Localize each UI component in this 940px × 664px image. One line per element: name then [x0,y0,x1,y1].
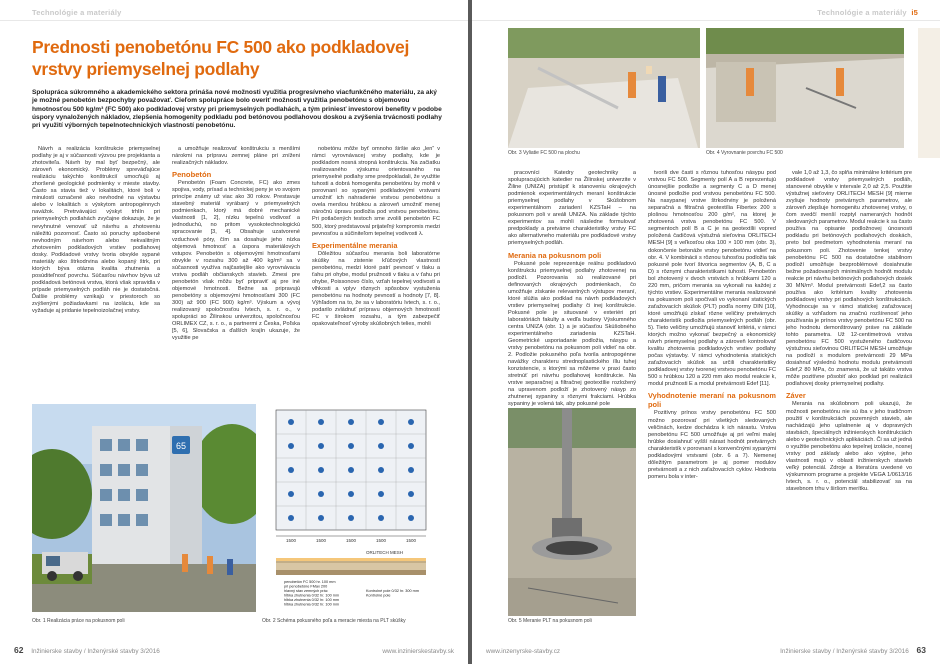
heading-conclusion: Záver [786,391,806,401]
header-rule-right [472,20,940,21]
dim-2: 1500 [315,538,327,543]
svg-text:65: 65 [175,441,187,451]
left-footer-web: www.inzinierskestavby.sk [382,648,454,655]
left-col3-text: nobetónu môže byť omnoho širšie ako „len“ v rámci vyrovnávacej vrstvy podlahy, kde je podkladom nosná stropná konštrukcia. Na začiatku realizovaného výskumu orientovaného na priemyselné podlahy sme predpokladali, že využitie tuhosti a dobrá homogenita penobetónu by mohli v porovnaní so sypanými podkladovými vrstvami umožniť ich nahradenie vrstvou penobetónu s ovela menšou hrúbkou a zároveň umožniť menej náročnú úpravu podložia pod vrstvou penobetónu. Pri potlačených testoch sme zvolili penobetón FC 500, ktorý predstavoval prijateľný kompromis medzi pevnosťou a súčiniteľom tepelnej vodivosti λ. [312,146,440,237]
photo-plt-drawing [508,408,636,616]
photo-levelling-drawing [706,28,904,148]
right-col1-text: pracovníci Katedry geotechniky a spolupracujúcich katedier na Žilinskej univerzite v Žiline (UNIZA) pristúpiť k stanoveniu okrajových podmienok experimentálnych meraní konštrukcie priemyselnej podlahy v Skúšobnom experimentálnom zariadení KZSTaH – na pokusnom poli v areáli UNIZA. Na základe týchto experimentov sa mohli následne formulovať predpoklady a pretvárne charakteristiky vrstvy FC ako alternatívneho materiálu pre podkladové vrstvy priemyselných podláh. [508,170,636,247]
right-column-2 [648,170,776,616]
caption-4: Obr. 4 Vyrovnanie povrchu FC 500 [706,150,783,156]
article-title: Prednosti penobetónu FC 500 ako podkladovej vrstvy priemyselnej podlahy [32,37,410,79]
legend-1: penobetón FC 500 hr. 100 mm [284,580,336,584]
heading-penobeton: Penobetón [172,170,212,180]
caption-5: Obr. 5 Meranie PLT na pokusnom poli [508,618,592,624]
legend-7: Kontrolné pole 0/32 hr. 300 mm [366,589,419,593]
left-col1-text: Návrh a realizácia konštrukcie priemyselnej podlahy je aj v súčasnosti výzvou pre projektanta a zhotoviteľa. Návrh by mal byť bezpečný, ale zároveň ekonomický. Problémy spreváďajúce realizáciu takýchto konštrukcií umocňujú aj zhoršené geologické podmienky v mieste stavby. Často sa stavia tiež v lokalitách, ktoré boli v minulosti označené ako nevhodné na výstavbu alebo v lokalitách s výskytom antropogénnych navážok. Pretrvávajúci výskyt trhlín pri priemyselných podlahách zvyčajne dokazuje, že je nevyhnutné venovať už návrhu a zhotoveniu náležitú pozornosť. Často sú poruchy spôsobené nevhodným návrhom alebo nekvalitným zhotovením podkladových vrstiev podlahovej dosky. Podkladové vrstvy tvoria obvykle sypané materiály ako štrkodrvina alebo kopaný štrk, pri ktorých býva otázna kvalita zhutnenia a posúditeľnosť povrchu. Súčasťou návrhov býva už podkladová betónová vrstva, ktorá však spravidla v prípade priemyselných podláh nie je dostatočná. Ďalšie problémy vznikajú v priestoroch so zvýšenými požiadavkami na izoláciu, kde sa vyžaduje aj pridanie tepelnoizolačnej vrstvy. [32,146,160,315]
legend-5: hĺbka zhutnenia 0/32 hr. 100 mm [284,598,340,602]
edge-strip [918,28,940,158]
legend-4: hĺbka zhutnenia 0/32 hr. 100 mm [284,593,340,598]
diagram-mesh-label: ORLITECH MESH [366,550,404,555]
left-header-section: Technológie a materiály [32,8,122,17]
right-col2-text: tvorili dve časti s rôznou tuhosťou násypu pod vrstvou FC 500. Segmenty polí A a B reprezentujú únosnejšie podložie a segmenty C a D menej únosné podložie pod vrstvou penobetónu FC 500. Na nasypanej vrstve štrkodrviny je položená separačná a filtračná geotextília Fibertex 200 s plošnou hmotnosťou 200 g/m², na ktorej je zhotovená vrstva penobetónu FC 500. V segmentoch polí B a C je na geotextílii vopred položená čadičová výstužná sieťovina ORLITECH MESH [9] s veľkosťou oka 100 × 100 mm (obr. 3), dokončenie betonáže vrstvy penobetónu vidieť na obr. 4. V kombinácii s rôznou tuhosťou podložia tak pokusné pole tvorí štvorica segmentov (A, B, C a D) s rôznymi charakteristikami tuhosti. Penobetón bol zhotovený v dvoch vrstvách s hrúbkami 120 a 220 mm, pričom merania sa vykonali na každej z týchto vrstiev. Experimentálne merania realizované na pokusnom poli spočívali vo vykonaní statických zaťažovacích skúšok (PLT) podľa normy DIN [10], ktoré umožňujú získať rôzne veličiny pretvárnych charakteristík podložia priemyselných podláh (obr. 5). Tieto veličiny umožňujú stanoviť kritériá, v rámci ktorých možno vykonať bezpečný a ekonomický návrh priemyselnej podlahy a zároveň kontrolovať kvalitu zhotovenia podkladových vrstiev podlahy počas výstavby. V rámci vyhodnotenia statických zaťažovacích skúšok sa určili charakteristiky podkladovej vrstvy tvorenej vrstvou penobetónu FC 500 s hrúbkou 120 a 220 mm ako modul reakcie k, modul pružnosti E a modul pretvárnosti Edef [11]. [648,170,776,388]
article-lead: Spolupráca súkromného a akademického sektora prináša nové možnosti využitia progresívneho viacfunkčného materiálu, za aký je možné penobetón bezpochyby považovať. Cieľom spolupráce bolo overiť možnosti využitia penobetónu s objemovou hmotnosťou 500 kg/m³ (FC 500) ako podkladovej vrstvy pri priemyselných podlahách, a tým priniesť investorovi benefity v podobe úspory vynaložených nákladov, zlepšenia homogenity podkladu pod betónovou podlahovou doskou a zvýšenia trvácnosti podlahy pri využití výborných tepelnotechnických vlastností penobetónu. [32,89,442,130]
left-column-1 [32,146,160,389]
photo-pouring-drawing [508,28,700,148]
right-column-1 [508,170,636,406]
photo-test-site-drawing [32,404,256,612]
left-footer-mag: Inžinierske stavby / Inženýrské stavby 3/2016 [31,648,160,655]
photo-test-site [32,404,256,612]
right-footer [780,645,926,655]
legend-2: pri penobetóne FMax 200 [284,584,328,589]
diagram-test-field [262,404,440,612]
photo-levelling [706,28,904,148]
legend-3: hlavný stav zemných prác [284,589,328,593]
legend-6: hĺbka zhutnenia 0/32 hr. 100 mm [284,602,340,607]
right-footer-web: www.inzenyrske-stavby.cz [486,648,561,655]
right-col1-body: Pokusné pole reprezentuje reálnu podkladovú konštrukciu priemyselnej podlahy zhotovenej na podloží. Pozorovania sú realizované pri definovaných okrajových podmienkach, čo umožňuje získanie relevantných výstupov meraní, ktoré slúžia ako podklad na návrh podkladových vrstiev priemyselnej podlahy či inej konštrukcie. Pokusné pole je situované v exteriéri pri laboratóriách fakulty a vedľa budovy Výskumného centra UNIZA (obr. 1) a je súčasťou Skúšobného experimentálneho zariadenia KZSTaH. Geometrické usporiadanie podložia, násypu a vrstvy penobetónu na pokusnom poli vidieť na obr. 2. Podložie pokusného poľa tvorila antropogénne navážky charakteru strednoplastického íllu tuhej konzistencie, s ktorými sa môžeme v praxi často stretnúť pri návrhu podlahovej konštrukcie. Na vrstve separačnej a filtračnej geotextílie rozložený na upravenom podloží je zhotovený násyp zo zhutnenej sypaniny s rôznymi frakciami. Hrúbka sypaniny je volená tak, aby pokusné pole [508,260,636,406]
heading-field-measurements: Merania na pokusnom poli [508,250,602,260]
left-footer [14,645,160,655]
caption-1: Obr. 1 Realizácia práce na pokusnom poli [32,618,125,624]
diagram-test-field-drawing [262,404,440,612]
right-page-number: 63 [916,645,926,655]
caption-2: Obr. 2 Schéma pokusného poľa a meracie miesta na PLT skúšky [262,618,406,624]
right-col3-body: Merania na skúšobnom poli ukazujú, že možnosti penobetónu nie sú iba v jeho tradičnom použití v konštrukciách pozemných stavieb, ale nachádzajú jeho uplatnenie aj v dopravných stavbách, špeciálnych inžinierskych konštrukciách alebo v geotechnických aplikáciách. Či sa už jedná o využitie penobetónu ako tepelnej izolácie, nosnej vrstvy pod základy alebo ako výplne, jeho vlastnosti majú v oblasti inžinierskych stavieb veľký potenciál. Zdroje a literatúra uvedené vo výskumnom programe a projekte VEGA 1/0613/16 Ivtech, s. r. o., potenciál stabilizovať sa na stavebnom trhu v širšom merítku. [786,401,912,493]
dim-4: 1500 [375,538,387,543]
photo-pouring [508,28,700,148]
right-page [472,0,940,664]
legend-8: Kontrolné pole [366,593,391,598]
left-col3-body: Dôležitou súčasťou merania boli laboratórne skúšky na zistenie kľúčových vlastností penobetónu, medzi ktoré patrí pevnosť v tlaku a ťahu pri ohybe, modul pružnosti v tlaku a v ťahu pri ohybe, Poissonovo číslo, vzťah tepelnej vodivosti a vlhkosti a vplyv rôznych spôsobov vystuženia penobetónu na hodnoty pevností a hodnoty [7, 8]. Výhľadom na to, že sa v laboratóriu Ivtech, s. r. o., podarilo zvládnuť prípravu objemových hmotností FC v širokom rozsahu, a tým zabezpečiť opakovateľnosť výroby skúšobných telies, mohli [312,250,440,328]
heading-experimental: Experimentálne merania [312,240,398,250]
left-column-3 [312,146,440,389]
header-rule [0,20,468,21]
photo-plt [508,408,636,616]
left-page-number: 62 [14,645,24,655]
right-footer-mag: Inžinierske stavby / Inženýrské stavby 3/2016 [780,648,909,655]
right-header-section: Technológie a materiály i5 [817,8,918,17]
dim-3: 1500 [345,538,357,543]
dim-5: 1500 [405,538,417,543]
left-column-2 [172,146,300,389]
heading-evaluation: Vyhodnotenie meraní na pokusnom poli [648,391,776,410]
caption-3: Obr. 3 Vyliatie FC 500 na plochu [508,150,580,156]
left-page [0,0,468,664]
left-col2-intro: a umožňuje realizovať konštrukciu s menšími nárokmi na prípravu zemnej pláne pri zníženi realizačných nákladov. [172,146,300,167]
right-column-3 [786,170,912,616]
right-col2-body: Pozitívny prínos vrstvy penobetónu FC 500 možno pozorovať pri všetkých sledovaných veličinách, kedze dochádza k ich nárastu. Vrstva penobetónu FC 500 umožňuje aj pri veľmi malej hrúbke dosiahnuť vyšší nárast hodnôt pretvárnych charakteristík v porovnaní s konvenčnými sypanými podkladovými vrstvami (obr. 6 a 7). Nemenej dôležitým parametrom je aj pomer modulov pretvárnosti a z nich zaťažovacích cyklov. Hodnota pomeru bola v inter- [648,410,776,480]
left-col2-body: Penobetón (Foam Concrete, FC) ako zmes spojiva, vody, prísad a technickej peny je vo svojom princípe známy už viac ako 30 rokov. Prestavuje stavebný materiál vyrábaný v priemyselných podmienkach, ktorý má dobré mechanické vlastnosti [1, 2], nízku tepelnú vodivosť a jednoduchú, no pritom vysokotechnologickú spracovanie [3, 4]. Obsahuje uzatvorené vzduchové póry, čím sa dosahuje jeho nízka objemová hmotnosť a úspora materiálových vstupov. Penobetón s objemovými hmotnosťami obvykle v rozsahu 300 až 400 kg/m³ sa v súčasnosti využíva najčastejšie ako vyrovnávacia vrstva podláh občianskych stavieb. Zmesi pre penobetón však môžu byť pripraviť aj pre iné objemové hmotnosti. Bežne sa pripravujú penobetóny s objemovými hmotnosťami 300 (FC 300) až 900 (FC 900) kg/m³. Výskum a vývoj realizovaný spoločnosťou Ivtech, s. r. o., v spolupráci so Žilinskou univerzitou, spoločnosťou ORLIMEX CZ, s. r. o., a partnermi z Česka, Poľska [5, 6], Slovačska a ďalších krajín ukazuje, že využitie pe [172,180,300,342]
right-col3-text: vale 1,0 až 1,3, čo spĺňa minimálne kritérium pre podkladové vrstvy priemyselných podláh, stanovené obvykle v intervale 2,0 až 2,5. Použitie výstužnej sieťoviny ORLITECH MESH [9] mierne zvyšuje hodnoty pretvárnych parametrov, ale zároveň zlepšuje homogenitu zhotovenej vrstvy, o čom svedčí menší rozptyl nameraných hodnôt sledovaných parametrov. Modul reakcie k sa často používa na opisanie podložnovej únosnosti podkladu pri betónových podlahových doskách, preto bol predmetom vyhodnotenia meraní na pokusnom poli. Zhotovenie tenkej vrstvy penobetónu FC 500 na dostatočne stabilnom podloží umožňuje bezproblémové dosiahnutie bežne požadovaných minimálnych hodnôt modulu reakcie pri návrhu betónových podlahových dosiek 30 MN/m³. Modul pretvárnosti Edef,2 sa často používa ako kritérium kvality zhotovenia podkladovej vrstvy pri podlahových konštrukciách. Vyhodnocuje sa v rámci statickej zaťažovacej skúšky a vzhľadom na značnú rozšírenosť jeho používania je prínos vrstvy penobetónu FC 500 na jeho hodnotu demonštrovaný práve na základe tohto parametra. Už 12-centimetrová vrstva penobetónu FC 500 vystuženého čadičovou výstužnou sieťovinou ORLITECH MESH umožňuje na podloží s modulom pretvárnosti 29 MPa dosiahnuť výslednú hodnotu modulu pretvárnosti Edef,2 80 MPa, čo znamená, že už takáto vrstva môže pozitívne pôsobiť ako podklad pri realizácii podlahovej dosky priemyselnej podlahy. [786,170,912,388]
dim-1: 1500 [285,538,297,543]
